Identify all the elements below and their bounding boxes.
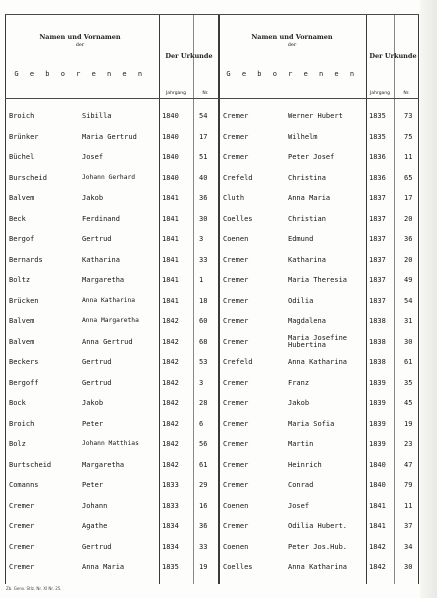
left-number: 68 — [199, 337, 208, 346]
register-row — [0, 461, 437, 481]
left-header-title: Namen und Vornamen — [39, 33, 121, 41]
left-header-nr: Nr. — [202, 91, 209, 96]
left-header-jahrgang: Jahrgang — [165, 91, 187, 96]
left-number: 29 — [199, 481, 208, 489]
left-surname: Cremer — [9, 563, 35, 571]
right-surname: Cremer — [223, 112, 249, 120]
left-number: 33 — [199, 542, 208, 551]
right-surname: Cluth — [223, 194, 245, 202]
right-surname: Cremer — [223, 255, 249, 264]
left-number: 40 — [199, 173, 208, 182]
left-number: 36 — [199, 194, 208, 202]
left-year: 1842 — [162, 317, 179, 325]
left-number: 16 — [199, 501, 208, 510]
left-year: 1840 — [162, 112, 179, 120]
left-given-name: Anna Margaretha — [82, 317, 139, 324]
left-year: 1842 — [162, 419, 179, 428]
register-row — [0, 420, 437, 440]
right-year: 1839 — [369, 378, 386, 387]
left-year: 1842 — [162, 337, 179, 346]
left-number: 6 — [199, 419, 204, 428]
left-surname: Balvem — [9, 194, 35, 202]
left-number: 53 — [199, 358, 208, 366]
left-given-name: Gertrud — [82, 235, 112, 243]
left-given-name: Maria Gertrud — [82, 132, 137, 141]
register-row — [0, 317, 437, 337]
left-year: 1841 — [162, 255, 179, 264]
left-given-name: Josef — [82, 153, 104, 161]
right-surname: Coelles — [223, 563, 253, 571]
right-year: 1836 — [369, 173, 386, 182]
left-header-urkunde: Der Urkunde — [165, 52, 213, 60]
register-row — [0, 563, 437, 583]
right-number: 30 — [404, 337, 413, 346]
right-given-name: Martin — [288, 440, 314, 448]
right-year: 1838 — [369, 317, 386, 325]
left-number: 28 — [199, 399, 208, 407]
left-number: 1 — [199, 276, 204, 284]
left-year: 1841 — [162, 235, 179, 243]
right-number: 19 — [404, 419, 413, 428]
left-number: 3 — [199, 235, 204, 243]
left-given-name: Johann Matthias — [82, 440, 139, 447]
left-year: 1833 — [162, 501, 179, 510]
right-header-geborenen: G e b o r e n e n — [226, 70, 358, 78]
right-number: 35 — [404, 378, 413, 387]
left-surname: Beck — [9, 214, 26, 223]
right-given-name: Anna Katharina — [288, 563, 348, 571]
right-surname: Coenen — [223, 235, 249, 243]
left-given-name: Anna Katharina — [82, 296, 136, 304]
left-given-name: Peter — [82, 481, 104, 489]
right-year: 1842 — [369, 563, 386, 571]
left-given-name: Johann — [82, 501, 108, 510]
right-surname: Cremer — [223, 419, 249, 428]
right-number: 45 — [404, 399, 413, 407]
register-row — [0, 297, 437, 317]
right-year: 1839 — [369, 440, 386, 448]
right-given-name: Christian — [288, 214, 326, 223]
left-given-name: Gertrud — [82, 542, 112, 551]
left-surname: Cremer — [9, 522, 35, 530]
register-row — [0, 333, 437, 358]
right-number: 54 — [404, 296, 413, 305]
right-year: 1838 — [369, 337, 386, 346]
left-given-name: Anna Maria — [82, 563, 125, 571]
right-given-name: Peter Jos.Hub. — [288, 542, 348, 551]
right-header-urkunde: Der Urkunde — [369, 52, 417, 60]
left-number: 18 — [199, 296, 208, 305]
right-number: 65 — [404, 173, 413, 182]
right-year: 1840 — [369, 481, 386, 489]
left-surname: Broich — [9, 112, 35, 120]
right-given-name: Heinrich — [288, 460, 322, 469]
left-surname: Comanns — [9, 481, 39, 489]
right-header-jahrgang: Jahrgang — [369, 91, 391, 96]
right-number: 23 — [404, 440, 413, 448]
left-given-name: Anna Gertrud — [82, 337, 133, 346]
left-number: 17 — [199, 132, 208, 141]
right-surname: Coenen — [223, 501, 249, 510]
right-given-name: Odilia — [288, 296, 314, 305]
right-number: 47 — [404, 460, 413, 469]
register-row — [0, 522, 437, 542]
left-number: 19 — [199, 563, 208, 571]
right-year: 1841 — [369, 522, 386, 530]
left-given-name: Johann Gerhard — [82, 173, 136, 181]
right-number: 20 — [404, 255, 413, 264]
left-year: 1840 — [162, 132, 179, 141]
right-given-name: Maria Sofia — [288, 419, 335, 428]
right-given-name: Maria Josefine Hubertina — [288, 333, 348, 349]
left-year: 1841 — [162, 276, 179, 284]
left-number: 61 — [199, 460, 208, 469]
left-given-name: Gertrud — [82, 378, 112, 387]
footer-note: Zb. Genv. Stlz. Nr. XI Nr. 25. — [6, 586, 62, 591]
left-number: 56 — [199, 440, 208, 448]
right-number: 75 — [404, 132, 413, 141]
register-row — [0, 256, 437, 276]
register-row — [0, 440, 437, 460]
left-number: 36 — [199, 522, 208, 530]
right-given-name: Maria Theresia — [288, 276, 348, 284]
right-given-name: Wilhelm — [288, 132, 318, 141]
right-number: 49 — [404, 276, 413, 284]
right-number: 73 — [404, 112, 413, 120]
right-surname: Cremer — [223, 522, 249, 530]
left-given-name: Sibilla — [82, 112, 112, 120]
left-surname: Beckers — [9, 358, 39, 366]
right-given-name: Josef — [288, 501, 310, 510]
header-rule-top — [5, 14, 419, 15]
right-surname: Cremer — [223, 153, 249, 161]
register-row — [0, 358, 437, 378]
header-rule-bottom — [5, 98, 419, 99]
register-row — [0, 194, 437, 214]
right-number: 11 — [404, 501, 413, 510]
left-year: 1840 — [162, 173, 179, 182]
right-given-name: Franz — [288, 378, 310, 387]
right-header-der: der — [287, 42, 297, 48]
right-header-nr: Nr. — [403, 91, 410, 96]
right-surname: Crefeld — [223, 358, 253, 366]
right-year: 1839 — [369, 419, 386, 428]
left-given-name: Margaretha — [82, 276, 125, 284]
right-year: 1837 — [369, 296, 386, 305]
right-year: 1837 — [369, 276, 386, 284]
left-surname: Brücken — [9, 296, 39, 305]
right-surname: Cremer — [223, 337, 249, 346]
right-surname: Cremer — [223, 460, 249, 469]
right-surname: Cremer — [223, 481, 249, 489]
left-year: 1841 — [162, 194, 179, 202]
left-surname: Broich — [9, 419, 35, 428]
register-row — [0, 133, 437, 153]
right-year: 1837 — [369, 235, 386, 243]
register-row — [0, 481, 437, 501]
right-given-name: Anna Maria — [288, 194, 331, 202]
left-surname: Boltz — [9, 276, 31, 284]
register-row — [0, 276, 437, 296]
register-row — [0, 174, 437, 194]
right-surname: Cremer — [223, 296, 249, 305]
right-surname: Cremer — [223, 399, 249, 407]
left-surname: Cremer — [9, 542, 35, 551]
right-given-name: Edmund — [288, 235, 314, 243]
register-row — [0, 543, 437, 563]
right-year: 1839 — [369, 399, 386, 407]
left-year: 1842 — [162, 358, 179, 366]
left-given-name: Agathe — [82, 522, 108, 530]
right-given-name: Conrad — [288, 481, 314, 489]
right-given-name: Katharina — [288, 255, 326, 264]
left-surname: Brünker — [9, 132, 39, 141]
left-given-name: Peter — [82, 419, 104, 428]
right-number: 34 — [404, 542, 413, 551]
left-given-name: Ferdinand — [82, 214, 120, 223]
right-year: 1841 — [369, 501, 386, 510]
register-row — [0, 215, 437, 235]
right-header-title: Namen und Vornamen — [251, 33, 333, 41]
left-year: 1835 — [162, 563, 179, 571]
left-year: 1834 — [162, 522, 179, 530]
right-number: 31 — [404, 317, 413, 325]
right-surname: Coelles — [223, 214, 253, 223]
right-year: 1837 — [369, 214, 386, 223]
left-given-name: Katharina — [82, 255, 120, 264]
right-given-name: Odilia Hubert. — [288, 522, 348, 530]
left-surname: Burtscheid — [9, 460, 52, 469]
right-given-name: Peter Josef — [288, 153, 335, 161]
left-year: 1834 — [162, 542, 179, 551]
right-year: 1840 — [369, 460, 386, 469]
right-number: 79 — [404, 481, 413, 489]
right-given-name: Magdalena — [288, 317, 326, 325]
right-year: 1837 — [369, 255, 386, 264]
right-number: 36 — [404, 235, 413, 243]
left-given-name: Gertrud — [82, 358, 112, 366]
right-surname: Cremer — [223, 440, 249, 448]
left-surname: Bernards — [9, 255, 43, 264]
left-surname: Burscheid — [9, 173, 47, 182]
right-number: 37 — [404, 522, 413, 530]
register-row — [0, 235, 437, 255]
right-year: 1836 — [369, 153, 386, 161]
right-surname: Cremer — [223, 276, 249, 284]
left-number: 60 — [199, 317, 208, 325]
left-surname: Bock — [9, 399, 26, 407]
left-given-name: Jakob — [82, 399, 104, 407]
right-given-name: Anna Katharina — [288, 358, 348, 366]
left-number: 3 — [199, 378, 204, 387]
right-number: 17 — [404, 194, 413, 202]
register-row — [0, 502, 437, 522]
right-given-name: Christina — [288, 173, 326, 182]
right-year: 1835 — [369, 132, 386, 141]
left-year: 1841 — [162, 214, 179, 223]
left-year: 1841 — [162, 296, 179, 305]
left-year: 1842 — [162, 440, 179, 448]
right-year: 1838 — [369, 358, 386, 366]
left-surname: Bergof — [9, 235, 35, 243]
left-number: 33 — [199, 255, 208, 264]
left-surname: Bergoff — [9, 378, 39, 387]
left-surname: Büchel — [9, 153, 35, 161]
left-surname: Balvem — [9, 317, 35, 325]
right-surname: Cremer — [223, 317, 249, 325]
left-year: 1842 — [162, 378, 179, 387]
right-number: 61 — [404, 358, 413, 366]
register-row — [0, 399, 437, 419]
right-number: 20 — [404, 214, 413, 223]
left-number: 30 — [199, 214, 208, 223]
left-surname: Bolz — [9, 440, 26, 448]
left-given-name: Jakob — [82, 194, 104, 202]
left-given-name: Margaretha — [82, 460, 125, 469]
left-number: 51 — [199, 153, 208, 161]
right-surname: Coenen — [223, 542, 249, 551]
right-year: 1835 — [369, 112, 386, 120]
right-given-name: Werner Hubert — [288, 112, 343, 120]
right-number: 30 — [404, 563, 413, 571]
left-year: 1840 — [162, 153, 179, 161]
left-year: 1842 — [162, 460, 179, 469]
register-row — [0, 379, 437, 399]
right-year: 1842 — [369, 542, 386, 551]
left-year: 1833 — [162, 481, 179, 489]
left-year: 1842 — [162, 399, 179, 407]
register-row — [0, 153, 437, 173]
right-surname: Crefeld — [223, 173, 253, 182]
right-surname: Cremer — [223, 132, 249, 141]
right-surname: Cremer — [223, 378, 249, 387]
left-header-geborenen: G e b o r e n e n — [14, 70, 146, 78]
left-number: 54 — [199, 112, 208, 120]
right-year: 1837 — [369, 194, 386, 202]
register-row — [0, 112, 437, 132]
left-surname: Balvem — [9, 337, 35, 346]
left-header-der: der — [75, 42, 85, 48]
left-surname: Cremer — [9, 501, 35, 510]
right-given-name: Jakob — [288, 399, 310, 407]
right-number: 11 — [404, 153, 413, 161]
